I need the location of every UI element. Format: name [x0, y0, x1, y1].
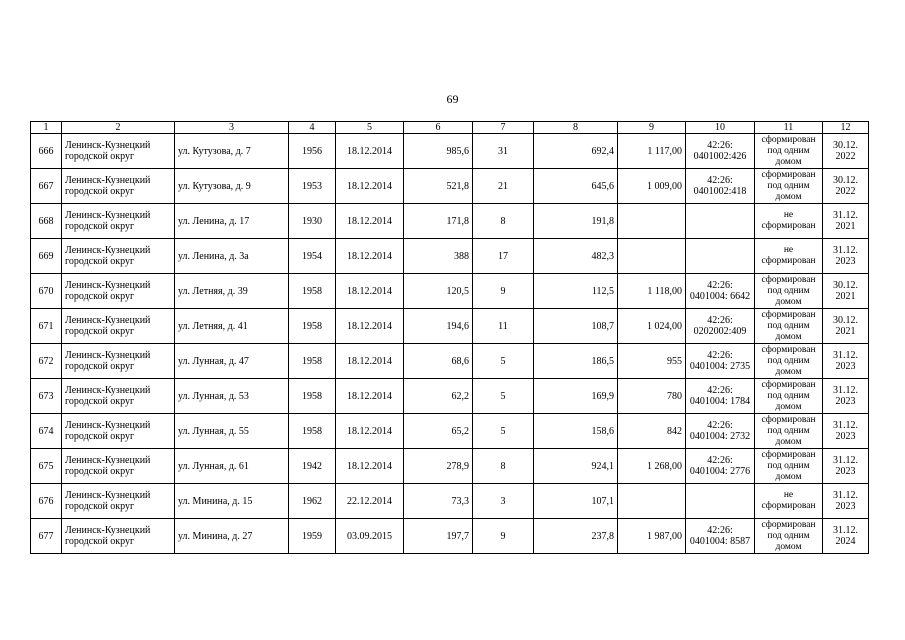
municipality-cell: Ленинск-Кузнецкий городской округ: [62, 519, 175, 554]
table-row: [31, 204, 869, 239]
year-built-cell: 1958: [289, 274, 336, 309]
deadline-cell: 30.12. 2021: [823, 309, 869, 344]
municipality-cell: Ленинск-Кузнецкий городской округ: [62, 344, 175, 379]
address-cell: ул. Лунная, д. 47: [175, 344, 289, 379]
date-cell: 18.12.2014: [336, 204, 404, 239]
land-area-cell: [618, 239, 686, 274]
area-cell: 388: [404, 239, 473, 274]
address-cell: ул. Летняя, д. 39: [175, 274, 289, 309]
date-cell: 18.12.2014: [336, 344, 404, 379]
land-status-cell: сформирован под одним домом: [755, 449, 823, 484]
row-number-cell: 677: [31, 519, 62, 554]
table-row: [31, 519, 869, 554]
municipality-cell: Ленинск-Кузнецкий городской округ: [62, 204, 175, 239]
land-area-cell: 780: [618, 379, 686, 414]
residents-cell: 8: [473, 449, 534, 484]
table-row: [31, 344, 869, 379]
deadline-cell: 30.12. 2021: [823, 274, 869, 309]
total-area-cell: 191,8: [534, 204, 618, 239]
row-number-cell: 672: [31, 344, 62, 379]
land-status-cell: сформирован под одним домом: [755, 414, 823, 449]
land-status-cell: сформирован под одним домом: [755, 309, 823, 344]
year-built-cell: 1959: [289, 519, 336, 554]
residents-cell: 5: [473, 379, 534, 414]
column-header: 10: [686, 122, 755, 134]
residents-cell: 8: [473, 204, 534, 239]
address-cell: ул. Ленина, д. 3а: [175, 239, 289, 274]
total-area-cell: 108,7: [534, 309, 618, 344]
land-status-cell: сформирован под одним домом: [755, 519, 823, 554]
residents-cell: 5: [473, 414, 534, 449]
table-row: [31, 134, 869, 169]
year-built-cell: 1930: [289, 204, 336, 239]
area-cell: 68,6: [404, 344, 473, 379]
address-cell: ул. Кутузова, д. 9: [175, 169, 289, 204]
address-cell: ул. Минина, д. 15: [175, 484, 289, 519]
year-built-cell: 1953: [289, 169, 336, 204]
deadline-cell: 31.12. 2023: [823, 484, 869, 519]
land-area-cell: 1 268,00: [618, 449, 686, 484]
year-built-cell: 1958: [289, 414, 336, 449]
table-row: [31, 414, 869, 449]
residents-cell: 9: [473, 519, 534, 554]
date-cell: 18.12.2014: [336, 414, 404, 449]
column-number-row: [31, 122, 869, 134]
column-header: 1: [31, 122, 62, 134]
residents-cell: 9: [473, 274, 534, 309]
municipality-cell: Ленинск-Кузнецкий городской округ: [62, 484, 175, 519]
deadline-cell: 31.12. 2021: [823, 204, 869, 239]
column-header: 8: [534, 122, 618, 134]
cadastral-number-cell: 42:26: 0401004: 6642: [686, 274, 755, 309]
row-number-cell: 670: [31, 274, 62, 309]
row-number-cell: 671: [31, 309, 62, 344]
row-number-cell: 666: [31, 134, 62, 169]
residents-cell: 31: [473, 134, 534, 169]
municipality-cell: Ленинск-Кузнецкий городской округ: [62, 449, 175, 484]
area-cell: 194,6: [404, 309, 473, 344]
address-cell: ул. Кутузова, д. 7: [175, 134, 289, 169]
deadline-cell: 31.12. 2023: [823, 449, 869, 484]
total-area-cell: 237,8: [534, 519, 618, 554]
residents-cell: 11: [473, 309, 534, 344]
total-area-cell: 186,5: [534, 344, 618, 379]
row-number-cell: 675: [31, 449, 62, 484]
table-row: [31, 449, 869, 484]
land-status-cell: сформирован под одним домом: [755, 169, 823, 204]
deadline-cell: 31.12. 2024: [823, 519, 869, 554]
row-number-cell: 667: [31, 169, 62, 204]
year-built-cell: 1962: [289, 484, 336, 519]
address-cell: ул. Летняя, д. 41: [175, 309, 289, 344]
area-cell: 65,2: [404, 414, 473, 449]
table-row: [31, 239, 869, 274]
date-cell: 18.12.2014: [336, 134, 404, 169]
table-row: [31, 309, 869, 344]
table-body: [31, 122, 869, 554]
year-built-cell: 1954: [289, 239, 336, 274]
row-number-cell: 669: [31, 239, 62, 274]
deadline-cell: 31.12. 2023: [823, 379, 869, 414]
cadastral-number-cell: 42:26: 0401004: 2735: [686, 344, 755, 379]
year-built-cell: 1958: [289, 309, 336, 344]
date-cell: 18.12.2014: [336, 449, 404, 484]
column-header: 6: [404, 122, 473, 134]
total-area-cell: 924,1: [534, 449, 618, 484]
date-cell: 18.12.2014: [336, 379, 404, 414]
date-cell: 18.12.2014: [336, 239, 404, 274]
address-cell: ул. Минина, д. 27: [175, 519, 289, 554]
land-status-cell: сформирован под одним домом: [755, 274, 823, 309]
land-area-cell: 1 987,00: [618, 519, 686, 554]
date-cell: 18.12.2014: [336, 169, 404, 204]
area-cell: 197,7: [404, 519, 473, 554]
row-number-cell: 673: [31, 379, 62, 414]
date-cell: 18.12.2014: [336, 309, 404, 344]
land-status-cell: сформирован под одним домом: [755, 379, 823, 414]
cadastral-number-cell: [686, 239, 755, 274]
deadline-cell: 31.12. 2023: [823, 414, 869, 449]
column-header: 7: [473, 122, 534, 134]
cadastral-number-cell: [686, 484, 755, 519]
residents-cell: 21: [473, 169, 534, 204]
cadastral-number-cell: 42:26: 0401004: 8587: [686, 519, 755, 554]
deadline-cell: 31.12. 2023: [823, 239, 869, 274]
table-row: [31, 484, 869, 519]
land-area-cell: 1 009,00: [618, 169, 686, 204]
deadline-cell: 30.12. 2022: [823, 134, 869, 169]
address-cell: ул. Лунная, д. 55: [175, 414, 289, 449]
total-area-cell: 692,4: [534, 134, 618, 169]
date-cell: 18.12.2014: [336, 274, 404, 309]
year-built-cell: 1958: [289, 344, 336, 379]
land-area-cell: 842: [618, 414, 686, 449]
municipality-cell: Ленинск-Кузнецкий городской округ: [62, 239, 175, 274]
municipality-cell: Ленинск-Кузнецкий городской округ: [62, 379, 175, 414]
land-status-cell: сформирован под одним домом: [755, 344, 823, 379]
page-number: 69: [446, 92, 459, 106]
residents-cell: 3: [473, 484, 534, 519]
land-area-cell: [618, 484, 686, 519]
year-built-cell: 1942: [289, 449, 336, 484]
column-header: 5: [336, 122, 404, 134]
cadastral-number-cell: 42:26: 0401004: 1784: [686, 379, 755, 414]
land-area-cell: 1 117,00: [618, 134, 686, 169]
column-header: 3: [175, 122, 289, 134]
row-number-cell: 674: [31, 414, 62, 449]
land-status-cell: не сформирован: [755, 484, 823, 519]
area-cell: 171,8: [404, 204, 473, 239]
cadastral-number-cell: 42:26: 0401004: 2776: [686, 449, 755, 484]
deadline-cell: 30.12. 2022: [823, 169, 869, 204]
land-area-cell: 1 024,00: [618, 309, 686, 344]
land-status-cell: сформирован под одним домом: [755, 134, 823, 169]
address-cell: ул. Ленина, д. 17: [175, 204, 289, 239]
year-built-cell: 1958: [289, 379, 336, 414]
area-cell: 73,3: [404, 484, 473, 519]
table-row: [31, 169, 869, 204]
year-built-cell: 1956: [289, 134, 336, 169]
registry-table: [30, 121, 869, 554]
total-area-cell: 158,6: [534, 414, 618, 449]
total-area-cell: 169,9: [534, 379, 618, 414]
residents-cell: 5: [473, 344, 534, 379]
date-cell: 03.09.2015: [336, 519, 404, 554]
table-row: [31, 379, 869, 414]
column-header: 11: [755, 122, 823, 134]
column-header: 12: [823, 122, 869, 134]
municipality-cell: Ленинск-Кузнецкий городской округ: [62, 309, 175, 344]
cadastral-number-cell: [686, 204, 755, 239]
column-header: 9: [618, 122, 686, 134]
row-number-cell: 668: [31, 204, 62, 239]
date-cell: 22.12.2014: [336, 484, 404, 519]
municipality-cell: Ленинск-Кузнецкий городской округ: [62, 274, 175, 309]
total-area-cell: 482,3: [534, 239, 618, 274]
land-area-cell: 1 118,00: [618, 274, 686, 309]
land-area-cell: 955: [618, 344, 686, 379]
cadastral-number-cell: 42:26: 0401004: 2732: [686, 414, 755, 449]
area-cell: 985,6: [404, 134, 473, 169]
area-cell: 521,8: [404, 169, 473, 204]
column-header: 2: [62, 122, 175, 134]
area-cell: 278,9: [404, 449, 473, 484]
column-header: 4: [289, 122, 336, 134]
cadastral-number-cell: 42:26: 0401002:418: [686, 169, 755, 204]
address-cell: ул. Лунная, д. 61: [175, 449, 289, 484]
land-area-cell: [618, 204, 686, 239]
area-cell: 62,2: [404, 379, 473, 414]
deadline-cell: 31.12. 2023: [823, 344, 869, 379]
table-row: [31, 274, 869, 309]
row-number-cell: 676: [31, 484, 62, 519]
municipality-cell: Ленинск-Кузнецкий городской округ: [62, 414, 175, 449]
total-area-cell: 112,5: [534, 274, 618, 309]
residents-cell: 17: [473, 239, 534, 274]
total-area-cell: 645,6: [534, 169, 618, 204]
address-cell: ул. Лунная, д. 53: [175, 379, 289, 414]
total-area-cell: 107,1: [534, 484, 618, 519]
municipality-cell: Ленинск-Кузнецкий городской округ: [62, 169, 175, 204]
land-status-cell: не сформирован: [755, 239, 823, 274]
cadastral-number-cell: 42:26: 0202002:409: [686, 309, 755, 344]
municipality-cell: Ленинск-Кузнецкий городской округ: [62, 134, 175, 169]
cadastral-number-cell: 42:26: 0401002:426: [686, 134, 755, 169]
land-status-cell: не сформирован: [755, 204, 823, 239]
area-cell: 120,5: [404, 274, 473, 309]
